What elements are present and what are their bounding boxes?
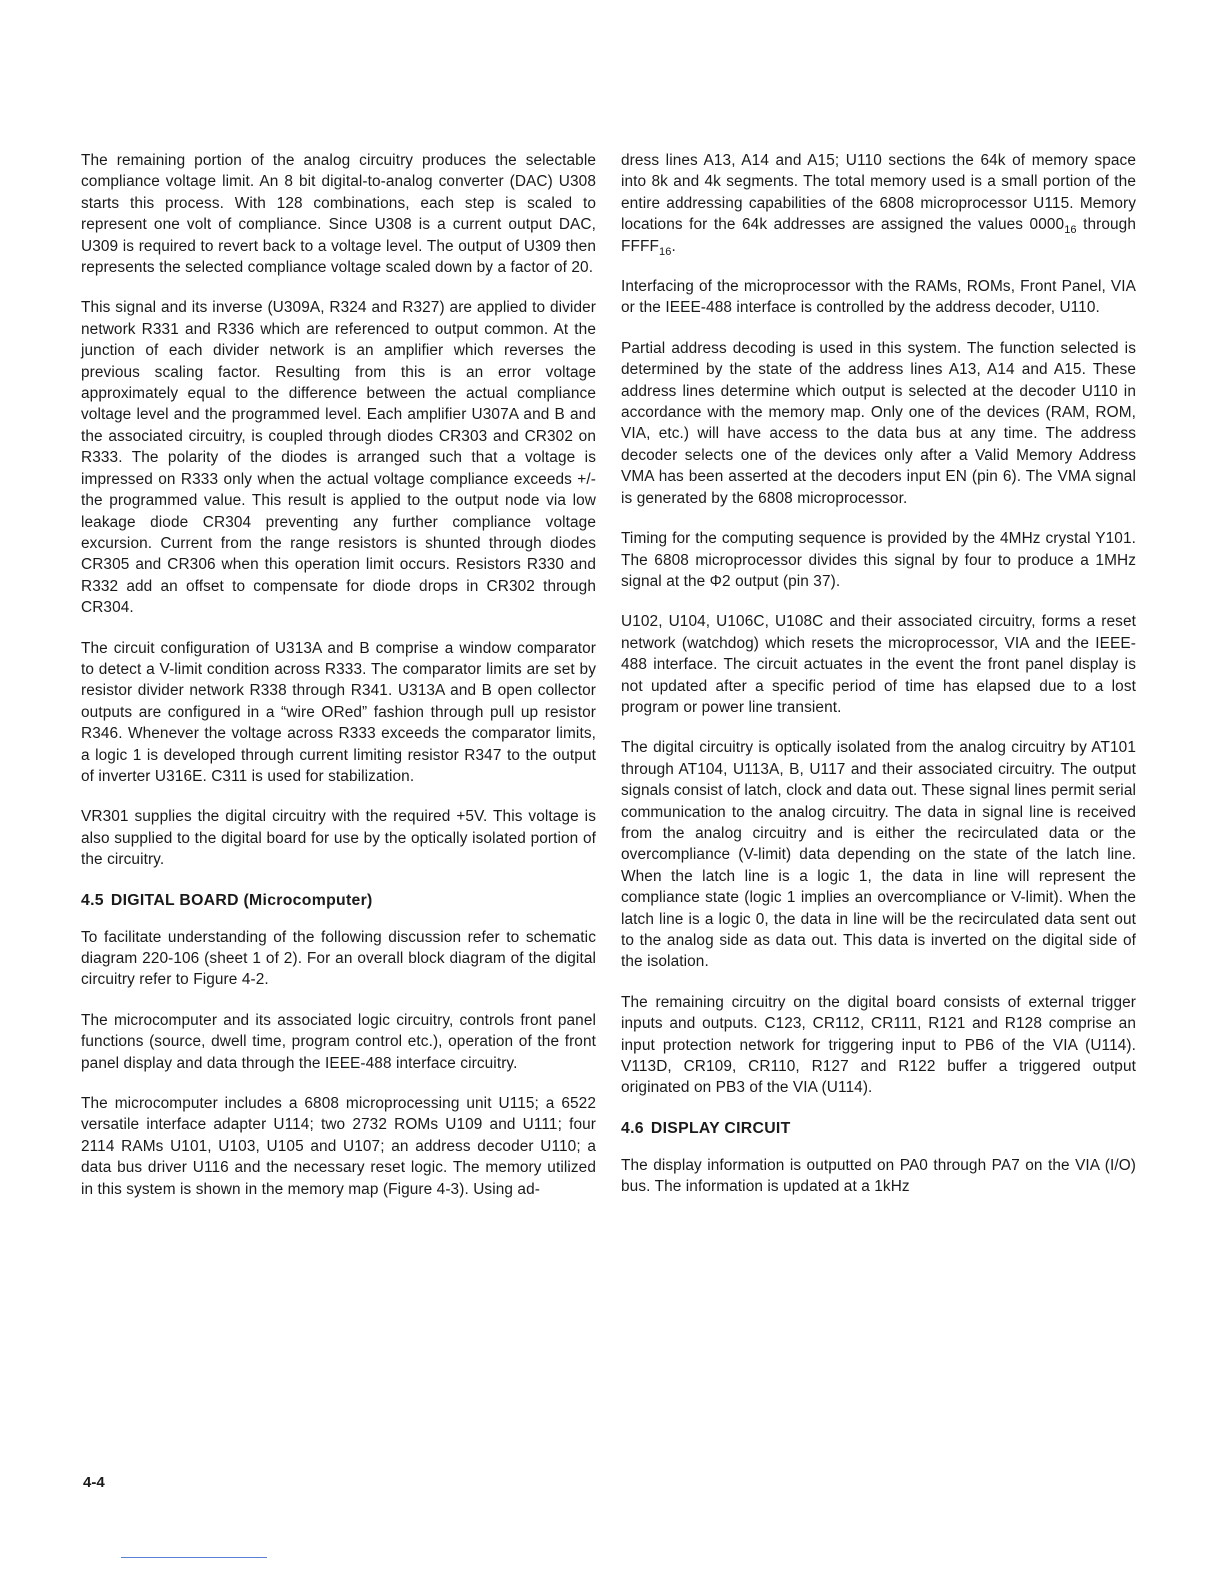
address-text-c: . [671,237,676,255]
footer-rule [121,1557,267,1558]
paragraph-window-comparator: The circuit configuration of U313A and B comprise a window comparator to detect a V-limit condition across R333. The comparator limits are set by resistor divider network R338 through R341. U313A and B open collector outputs are configured in a “wire ORed” fashion through pull up resistor R346. Whenever the voltage across R333 exceeds the comparator limits, a logic 1 is developed through current limiting resistor R347 to the output of inverter U316E. C311 is used for stabilization. [81,639,596,785]
section-title: DISPLAY CIRCUIT [650,1119,791,1137]
section-heading-digital-board [81,890,596,911]
paragraph-partial-decoding: Partial address decoding is used in this system. The function selected is determined by the state of the address lines A13, A14 and A15. These address lines determine which output is selected at the decoder U110 in accordance with the memory map. Only one of the devices (RAM, ROM, VIA, etc.) will have access to the data bus at any time. The address decoder selects one of the devices only after a Valid Memory Address VMA has been asserted at the decoders input EN (pin 6). The VMA signal is generated by the 6808 microprocessor. [621,339,1136,507]
paragraph-compliance-voltage: The remaining portion of the analog circuitry produces the selectable compliance voltage limit. An 8 bit digital-to-analog converter (DAC) U308 starts this process. With 128 combinations, each step is scaled to represent one volt of compliance. Since U308 is a current output DAC, U309 is required to revert back to a voltage level. The output of U309 then represents the selected compliance voltage scaled down by a factor of 20. [81,152,596,277]
address-text-a: dress lines A13, A14 and A15; U110 sections the 64k of memory space into 8k and 4k segments. The total memory used is a small portion of the entire addressing capabilities of the 6808 microprocessor U115. Memory locations for the 64k addresses are assigned the values 0000 [621,152,1136,234]
address-text-b: through FFFF [621,216,1136,255]
paragraph-vr301-supply: VR301 supplies the digital circuitry with the required +5V. This voltage is also supplied to the digital board for use by the optically isolated portion of the circuitry. [81,808,596,869]
left-column [81,150,596,1219]
paragraph-microcomputer-components: The microcomputer includes a 6808 microprocessing unit U115; a 6522 versatile interface adapter U114; two 2732 ROMs U109 and U111; four 2114 RAMs U101, U103, U105 and U107; an address decoder U110; a data bus driver U116 and the necessary reset logic. The memory utilized in this system is shown in the memory map (Figure 4-3). Using ad- [81,1095,596,1198]
paragraph-interfacing: Interfacing of the microprocessor with the RAMs, ROMs, Front Panel, VIA or the IEEE-488 interface is controlled by the address decoder, U110. [621,278,1136,317]
paragraph-divider-network: This signal and its inverse (U309A, R324 and R327) are applied to divider network R331 and R336 which are referenced to output common. At the junction of each divider network is an amplifier which reverses the previous scaling factor. Resulting from this is an error voltage approximately equal to the difference between the actual compliance voltage level and the programmed level. Each amplifier U307A and B and the associated circuitry, is coupled through diodes CR303 and CR302 on R333. The polarity of the diodes is arranged such that a voltage is impressed on R333 only when the actual voltage compliance exceeds +/- the programmed value. This result is applied to the output node via low leakage diode CR304 preventing any further compliance voltage excursion. Current from the range resistors is shunted through diodes CR305 and CR306 when this operation limit occurs. Resistors R330 and R332 add an offset to compensate for diode drops in CR302 through CR304. [81,299,596,617]
subscript-16-a: 16 [1064,224,1077,237]
paragraph-trigger-circuitry: The remaining circuitry on the digital board consists of external trigger inputs and outputs. C123, CR112, CR111, R121 and R128 comprise an input protection network for triggering input to PB6 of the VIA (U114). V113D, CR109, CR110, R127 and R122 buffer a triggered output originated on PB3 of the VIA (U114). [621,993,1136,1097]
paragraph-reset-network: U102, U104, U106C, U108C and their associated circuitry, forms a reset network (watchdog) which resets the microprocessor, VIA and the IEEE-488 interface. The circuit actuates in the event the front panel display is not updated after a specific period of time has elapsed due to a lost program or power line transient. [621,613,1136,716]
paragraph-timing: Timing for the computing sequence is provided by the 4MHz crystal Y101. The 6808 microprocessor divides this signal by four to produce a 1MHz signal at the Φ2 output (pin 37). [621,530,1136,590]
section-number: 4.5 [81,891,104,909]
paragraph-microcomputer-logic: The microcomputer and its associated logic circuitry, controls front panel functions (source, dwell time, program control etc.), operation of the front panel display and data through the IEEE-488 interface circuitry. [81,1011,596,1072]
paragraph-optical-isolation: The digital circuitry is optically isolated from the analog circuitry by AT101 through AT104, U113A, B, U117 and their associated circuitry. The output signals consist of latch, clock and data out. These signal lines permit serial communication to the analog circuitry. The data in signal line is received from the analog circuitry and is either the recirculated data or the overcompliance (V-limit) data depending on the state of the latch line. When the latch line is a logic 1, the data in line will represent the compliance state (logic 1 implies an overcompliance or V-limit). When the latch line is a logic 0, the data in line will be the recirculated data sent out to the analog side as data out. This data is inverted on the digital side of the isolation. [621,739,1136,971]
section-number: 4.6 [621,1119,644,1137]
section-heading-display-circuit [621,1118,1136,1139]
subscript-16-b: 16 [659,245,672,258]
section-title: DIGITAL BOARD (Microcomputer) [110,891,373,909]
paragraph-display-information: The display information is outputted on PA0 through PA7 on the VIA (I/O) bus. The information is updated at a 1kHz [621,1156,1136,1196]
paragraph-address-lines [621,150,1136,257]
right-column [621,150,1136,1217]
page-number: 4-4 [83,1474,105,1491]
paragraph-schematic-reference: To facilitate understanding of the following discussion refer to schematic diagram 220-106 (sheet 1 of 2). For an overall block diagram of the digital circuitry refer to Figure 4-2. [81,928,596,989]
